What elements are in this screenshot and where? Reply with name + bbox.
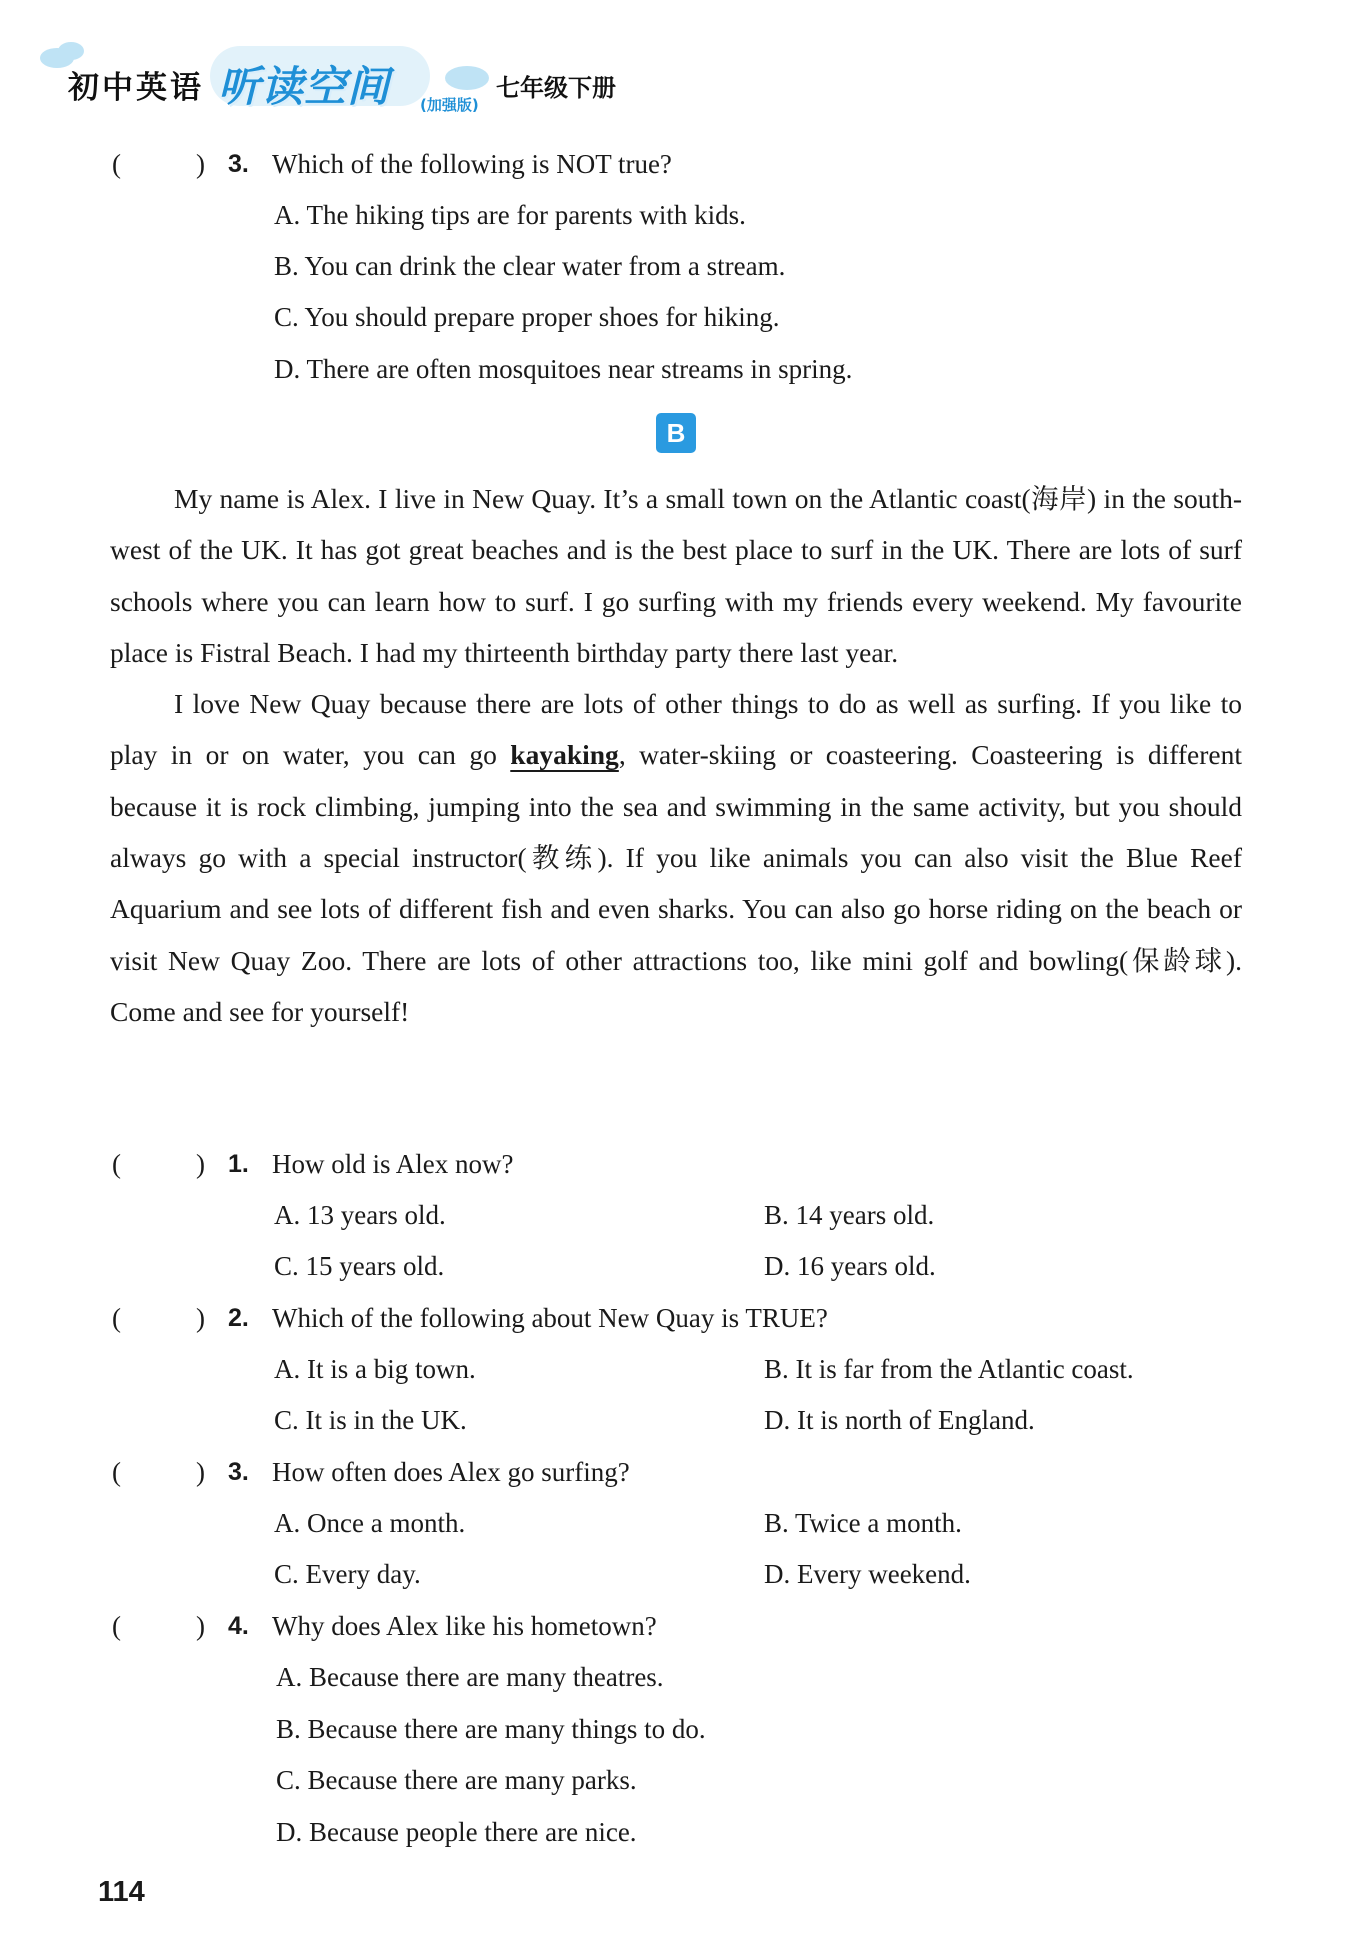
option-d: D. Every weekend.	[764, 1559, 971, 1589]
option-c: C. It is in the UK.	[274, 1405, 467, 1435]
passage-text: , water-skiing or coasteering. Coasteering is different because it is rock climbing, jumping into the sea and swimming in the same activity, but you should always go with a special instructor(教练). If you like animals you can also visit the Blue Reef Aquarium and see lots of different fish and even sharks. You can also go horse riding on the beach or visit New Quay Zoo. There are lots of other attractions too, like mini golf and bowling(保龄球). Come and see for yourself!	[110, 739, 1242, 1027]
series-brand-logo: 听读空间	[218, 62, 391, 111]
option-d: D. 16 years old.	[764, 1251, 936, 1281]
page-number: 114	[98, 1876, 145, 1908]
passage-paragraph-1: My name is Alex. I live in New Quay. It’s a small town on the Atlantic coast(海岸) in the south-west of the UK. It has got great beaches and is the best place to surf in the UK. There are lots of surf schools where you can learn how to surf. I go surfing with my friends every weekend. My favourite place is Fistral Beach. I had my thirteenth birthday party there last year.	[110, 483, 1242, 668]
passage-paragraph-2	[110, 678, 1242, 1037]
edition-label: (加强版)	[420, 96, 479, 114]
option-c: C. Every day.	[274, 1559, 421, 1589]
option-c: C. 15 years old.	[274, 1251, 445, 1281]
answer-blank-open: (	[112, 1149, 121, 1179]
grade-label: 七年级下册	[496, 74, 616, 102]
answer-blank-close: )	[196, 1303, 205, 1333]
option-a: A. Because there are many theatres.	[276, 1662, 664, 1692]
option-c: C. You should prepare proper shoes for hiking.	[274, 302, 780, 332]
option-b: B. 14 years old.	[764, 1200, 935, 1230]
section-b-badge: B	[656, 413, 696, 453]
question-text: How often does Alex go surfing?	[272, 1457, 630, 1487]
option-b: B. Twice a month.	[764, 1508, 962, 1538]
answer-blank-close: )	[196, 149, 205, 179]
question-number: 3.	[228, 1458, 249, 1486]
option-d: D. There are often mosquitoes near streams in spring.	[274, 354, 853, 384]
answer-blank-open: (	[112, 1303, 121, 1333]
question-text: Why does Alex like his hometown?	[272, 1611, 657, 1641]
option-b: B. Because there are many things to do.	[276, 1714, 706, 1744]
cloud-decoration	[445, 66, 489, 90]
question-number: 4.	[228, 1612, 249, 1640]
answer-blank-close: )	[196, 1149, 205, 1179]
option-d: D. Because people there are nice.	[276, 1817, 637, 1847]
question-text: Which of the following is NOT true?	[272, 149, 672, 179]
option-c: C. Because there are many parks.	[276, 1765, 637, 1795]
option-b: B. You can drink the clear water from a stream.	[274, 251, 786, 281]
answer-blank-open: (	[112, 149, 121, 179]
option-b: B. It is far from the Atlantic coast.	[764, 1354, 1134, 1384]
question-text: Which of the following about New Quay is TRUE?	[272, 1303, 828, 1333]
series-prefix: 初中英语	[68, 70, 204, 106]
question-number: 1.	[228, 1150, 249, 1178]
option-d: D. It is north of England.	[764, 1405, 1035, 1435]
question-number: 3.	[228, 150, 249, 178]
cloud-decoration	[58, 42, 84, 60]
answer-blank-close: )	[196, 1611, 205, 1641]
page-header	[40, 40, 740, 130]
option-a: A. It is a big town.	[274, 1354, 476, 1384]
option-a: A. The hiking tips are for parents with kids.	[274, 200, 746, 230]
question-text: How old is Alex now?	[272, 1149, 514, 1179]
reading-passage	[110, 473, 1242, 1037]
answer-blank-open: (	[112, 1611, 121, 1641]
answer-blank-close: )	[196, 1457, 205, 1487]
passage-text: I love New Quay because there are lots of other things to do as well as surfing. If you like to play in or on water, you can go	[110, 688, 1242, 771]
answer-blank-open: (	[112, 1457, 121, 1487]
question-number: 2.	[228, 1304, 249, 1332]
option-a: A. Once a month.	[274, 1508, 466, 1538]
option-a: A. 13 years old.	[274, 1200, 446, 1230]
keyword-kayaking: kayaking	[510, 739, 619, 771]
